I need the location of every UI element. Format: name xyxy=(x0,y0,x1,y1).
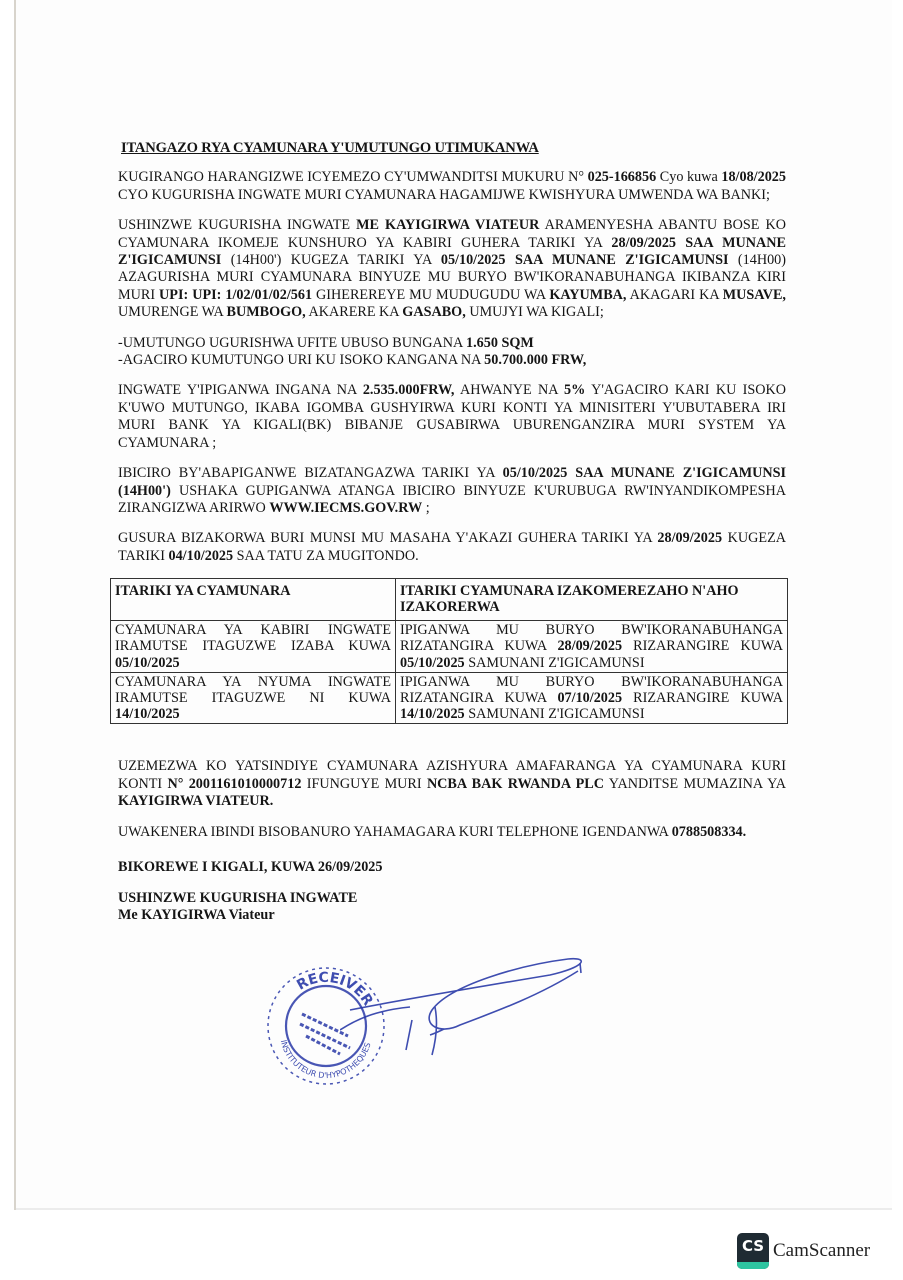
property-size: -UMUTUNGO UGURISHWA UFITE UBUSO BUNGANA 1.650 SQM xyxy=(118,334,534,351)
auction-end-date: 05/10/2025 xyxy=(440,252,506,269)
auction-end-time: SAA MUNANE Z'IGICAMUNSI xyxy=(514,252,729,269)
table-header: ITARIKI CYAMUNARA IZAKOMEREZAHO N'AHO IZAKORERWA xyxy=(396,579,788,621)
bank-name: NCBA BAK RWANDA PLC xyxy=(426,775,604,792)
signoff-block xyxy=(118,859,786,924)
deposit-amount: 2.535.000FRW, xyxy=(362,382,455,399)
camscanner-logo-icon: CS xyxy=(737,1233,769,1269)
plot-upi: UPI: UPI: 1/02/01/02/561 xyxy=(159,286,313,303)
signer-name: Me KAYIGIRWA Viateur xyxy=(118,906,275,923)
camscanner-watermark xyxy=(737,1233,870,1269)
signature-icon xyxy=(340,955,600,1065)
visit-end: 04/10/2025 xyxy=(168,547,234,564)
place-date: BIKOREWE I KIGALI, KUWA 26/09/2025 xyxy=(118,858,383,875)
account-owner: KAYIGIRWA VIATEUR. xyxy=(118,793,274,810)
auction-start: 28/09/2025 SAA MUNANE Z'IGICAMUNSI xyxy=(118,234,786,269)
order-date: 18/08/2025 xyxy=(721,169,786,186)
paragraph-auction-notice: USHINZWE KUGURISHA INGWATE ME KAYIGIRWA VIATEUR ARAMENYESHA ABANTU BOSE KO CYAMUNARA IKOMEJE KUNSHURO YA KABIRI GUHERA TARIKI YA 28/09/2025 SAA MUNANE Z'IGICAMUNSI (14H00') KUGEZA TARIKI YA 05/10/2025 SAA MUNANE Z'IGICAMUNSI (14H00) AZAGURISHA MURI CYAMUNARA BINYUZE MU BURYO BW'IKORANABUHANGA IKIBANZA KIRI MURI UPI: UPI: 1/02/01/02/561 GIHEREREYE MU MUDUGUDU WA KAYUMBA, AKAGARI KA MUSAVE, UMURENGE WA BUMBOGO, AKARERE KA GASABO, UMUJYI WA KIGALI; xyxy=(118,217,786,321)
paragraph-payment: UZEMEZWA KO YATSINDIYE CYAMUNARA AZISHYURA AMAFARANGA YA CYAMUNARA KURI KONTI N° 2001161010000712 IFUNGUYE MURI NCBA BAK RWANDA PLC YANDITSE MUMAZINA YA KAYIGIRWA VIATEUR. xyxy=(118,758,786,810)
signer-role: USHINZWE KUGURISHA INGWATE xyxy=(118,889,358,906)
website-link[interactable]: WWW.IECMS.GOV.RW xyxy=(269,499,423,516)
visit-start: 28/09/2025 xyxy=(657,530,723,547)
table-header-row xyxy=(111,579,788,621)
district: GASABO, xyxy=(402,304,466,321)
village: KAYUMBA, xyxy=(549,286,627,303)
table-row xyxy=(111,621,788,673)
paragraph-deposit: INGWATE Y'IPIGANWA INGANA NA 2.535.000FRW, AHWANYE NA 5% Y'AGACIRO KARI KU ISOKO K'UWO MUTUNGO, IKABA IGOMBA GUSHYIRWA KURI KONTI YA MINISITERI Y'UBUTABERA IRI MURI BANK YA KIGALI(BK) BIBANJE GUSABIRWA UBURENGANZIRA MURI SYSTEM YA CYAMUNARA ; xyxy=(118,382,787,451)
camscanner-brand: CamScanner xyxy=(773,1240,871,1261)
auction-schedule-table xyxy=(110,578,788,724)
property-details xyxy=(118,335,786,370)
paragraph-bidding: IBICIRO BY'ABAPIGANWE BIZATANGAZWA TARIKI YA 05/10/2025 SAA MUNANE Z'IGICAMUNSI (14H00') USHAKA GUPIGANWA ATANGA IBICIRO BINYUZE K'URUBUGA RW'INYANDIKOMPESHA ZIRANGIZWA ARIRWO WWW.IECMS.GOV.RW ; xyxy=(118,465,786,516)
deposit-percent: 5% xyxy=(564,382,586,399)
table-row xyxy=(111,672,788,724)
account-number: N° 2001161010000712 xyxy=(167,775,302,792)
seller-name: ME KAYIGIRWA VIATEUR xyxy=(356,217,540,234)
sector: BUMBOGO, xyxy=(226,304,306,321)
document-title: ITANGAZO RYA CYAMUNARA Y'UMUTUNGO UTIMUKANWA xyxy=(121,140,539,156)
table-cell: CYAMUNARA YA NYUMA INGWATE IRAMUTSE ITAGUZWE NI KUWA 14/10/2025 xyxy=(111,672,396,724)
table-cell: IPIGANWA MU BURYO BW'IKORANABUHANGA RIZATANGIRA KUWA 07/10/2025 RIZARANGIRE KUWA 14/10/2025 SAMUNANI Z'IGICAMUNSI xyxy=(396,672,788,724)
table-cell: CYAMUNARA YA KABIRI INGWATE IRAMUTSE ITAGUZWE IZABA KUWA 05/10/2025 xyxy=(111,621,396,673)
phone-number: 0788508334. xyxy=(671,823,747,840)
results-date: 05/10/2025 SAA MUNANE Z'IGICAMUNSI (14H00') xyxy=(118,465,786,499)
reference-number: 025-166856 xyxy=(587,169,657,186)
stamp-top-text: RECEIVER xyxy=(294,969,376,1009)
paragraph-visits: GUSURA BIZAKORWA BURI MUNSI MU MASAHA Y'AKAZI GUHERA TARIKI YA 28/09/2025 KUGEZA TARIKI 04/10/2025 SAA TATU ZA MUGITONDO. xyxy=(118,530,786,564)
table-header: ITARIKI YA CYAMUNARA xyxy=(111,579,396,621)
property-value: -AGACIRO KUMUTUNGO URI KU ISOKO KANGANA NA 50.700.000 FRW, xyxy=(118,352,587,369)
document-body xyxy=(115,140,787,924)
paragraph-contact: UWAKENERA IBINDI BISOBANURO YAHAMAGARA KURI TELEPHONE IGENDANWA 0788508334. xyxy=(118,823,747,840)
paragraph-court-order: KUGIRANGO HARANGIZWE ICYEMEZO CY'UMWANDITSI MUKURU N° 025-166856 Cyo kuwa 18/08/2025 CYO KUGURISHA INGWATE MURI CYAMUNARA HAGAMIJWE KWISHYURA UMWENDA WA BANKI; xyxy=(118,169,786,203)
table-cell: IPIGANWA MU BURYO BW'IKORANABUHANGA RIZATANGIRA KUWA 28/09/2025 RIZARANGIRE KUWA 05/10/2025 SAMUNANI Z'IGICAMUNSI xyxy=(396,621,788,673)
stamp-bottom-text: INSTITUTEUR D'HYPOTHEQUES xyxy=(278,1039,373,1081)
cell: MUSAVE, xyxy=(722,286,786,303)
